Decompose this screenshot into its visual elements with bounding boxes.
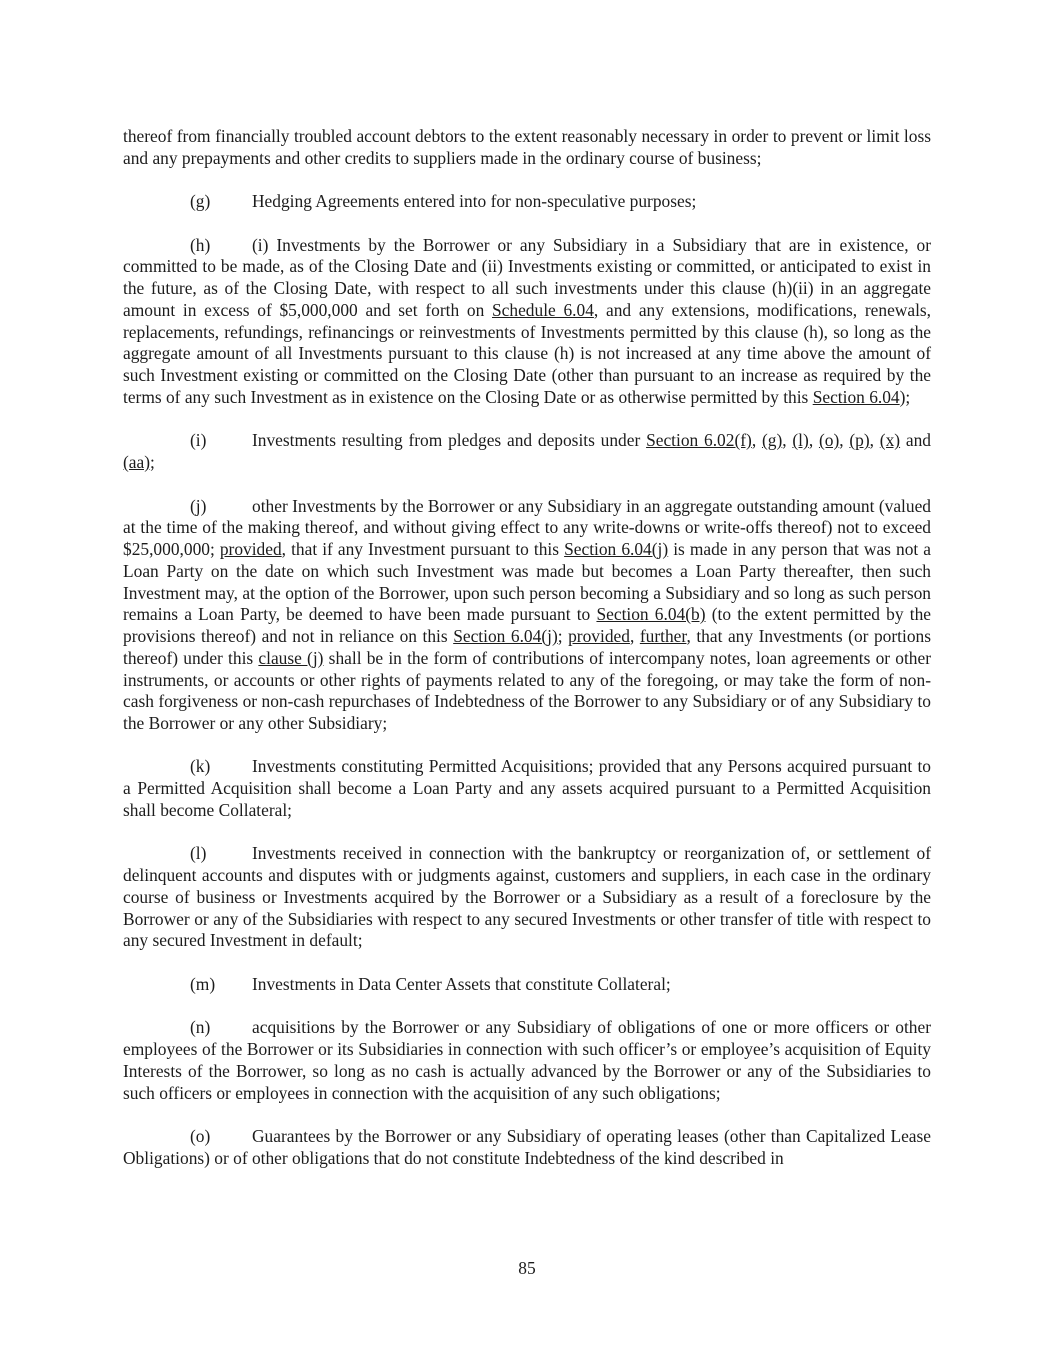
clause-label: (m): [190, 973, 216, 994]
text-run: Investments received in connection with the bankruptcy or reorganization of, or settlement of delinquent accounts and disputes with or judgments against, customers and suppliers, in each case in the ordinary course of business or Investments acquired by the Borrower or a Subsidiary as a result of a foreclosure by the Borrower or any of the Subsidiaries with respect to any secured Investments or other transfer of title with respect to any secured Investment in default;: [123, 843, 931, 951]
text-run: acquisitions by the Borrower or any Subsidiary of obligations of one or more officers or other employees of the Borrower or its Subsidiaries in connection with such officer’s or employee’s acquisition of Equity Interests of the Borrower, so long as no cash is actually advanced by the Borrower or any of the Subsidiaries to such officers or employees in connection with the acquisition of any such obligations;: [123, 1017, 931, 1103]
section-reference: Section 6.04: [812, 386, 900, 407]
text-run: (i) Investments by the Borrower or any Subsidiary in a Subsidiary that are in existence, or committed to be made, as of the Closing Date and (ii) Investments existing or committed, or anticipated to exist in the future, as of the Closing Date, with respect to all such investments under this clause (h)(ii) in an aggregate amount in excess of $5,000,000 and set forth on: [123, 234, 931, 320]
section-reference: Section 6.02(f): [646, 430, 752, 451]
clause-label: (o): [190, 1125, 211, 1146]
clause-label: (i): [190, 430, 207, 451]
section-reference: (l): [792, 430, 809, 451]
clause-label: (g): [190, 191, 211, 212]
text-run: ,: [751, 430, 762, 451]
text-run: Guarantees by the Borrower or any Subsidiary of operating leases (other than Capitalized Lease Obligations) or of other obligations that do not constitute Indebtedness of the kind described in: [123, 1125, 931, 1168]
clause-label: (j): [190, 495, 207, 516]
page-number: 85: [518, 1258, 536, 1278]
text-run: ,: [869, 430, 880, 451]
text-run: Hedging Agreements entered into for non-speculative purposes;: [252, 191, 697, 212]
paragraph: [123, 126, 931, 170]
document-body: [123, 126, 931, 1191]
section-reference: provided: [568, 626, 630, 646]
clause-label: (n): [190, 1017, 211, 1038]
paragraph: [123, 430, 931, 474]
text-run: Investments resulting from pledges and deposits under: [252, 430, 647, 451]
section-reference: further: [639, 626, 687, 646]
section-reference: (o): [818, 430, 840, 451]
text-run: and: [900, 430, 931, 451]
section-reference: (g): [761, 430, 783, 451]
text-run: Investments in Data Center Assets that constitute Collateral;: [252, 973, 671, 994]
clause-label: (l): [190, 843, 207, 864]
text-run: , and any extensions, modifications, renewals, replacements, refundings, refinancings or reinvestments of Investments permitted by this clause (h), so long as the aggregate amount of all Investments pursuant to this clause (h) is not increased at any time above the amount of such Investment existing or committed on the Closing Date (other than pursuant to an increase as required by the terms of any such Investment as in existence on the Closing Date or as otherwise permitted by this: [123, 299, 932, 407]
text-run: ,: [629, 626, 640, 646]
section-reference: Schedule 6.04: [492, 299, 594, 320]
clause-label: (k): [190, 756, 211, 777]
text-run: thereof from financially troubled account debtors to the extent reasonably necessary in order to prevent or limit loss and any prepayments and other credits to suppliers made in the ordinary course of business;: [123, 126, 931, 168]
text-run: other Investments by the Borrower or any Subsidiary in an aggregate outstanding amount (valued at the time of the making thereof, and without giving effect to any write-downs or write-offs thereof) not to exceed $25,000,000;: [123, 495, 931, 559]
section-reference: Section 6.04(b): [596, 604, 706, 625]
text-run: , that if any Investment pursuant to this: [281, 539, 565, 559]
section-reference: (aa): [123, 452, 151, 473]
text-run: Investments constituting Permitted Acquisitions; provided that any Persons acquired pursuant to a Permitted Acquisition shall become a Loan Party and any assets acquired pursuant to a Permitted Acquisition shall become Collateral;: [123, 756, 931, 820]
paragraph: [123, 843, 931, 952]
section-reference: (x): [879, 430, 901, 451]
paragraph: [123, 235, 931, 409]
paragraph: [123, 756, 931, 821]
text-run: is made in any person that was not a Loan Party on the date on which such Investment was made but becomes a Loan Party thereafter, then such Investment may, at the option of the Borrower, upon such person becoming a Subsidiary and so long as such person remains a Loan Party, be deemed to have been made pursuant to: [123, 539, 931, 625]
text-run: ;: [150, 452, 155, 473]
section-reference: provided: [219, 539, 282, 559]
text-run: ,: [782, 430, 793, 451]
section-reference: Section 6.04(j): [453, 626, 558, 646]
paragraph: [123, 974, 931, 996]
paragraph: [123, 496, 931, 735]
paragraph: [123, 1017, 931, 1104]
text-run: ,: [808, 430, 819, 451]
section-reference: clause (j): [258, 647, 324, 668]
section-reference: Section 6.04(j): [564, 539, 669, 559]
text-run: ;: [557, 626, 569, 646]
paragraph: [123, 1126, 931, 1170]
text-run: (to the extent permitted by the provisions thereof) and not in reliance on this: [123, 604, 931, 646]
section-reference: (p): [849, 430, 870, 451]
text-run: ,: [839, 430, 850, 451]
text-run: shall be in the form of contributions of intercompany notes, loan agreements or other instruments, or accounts or other rights of payments related to any of the foregoing, or may take the form of non-cash forgiveness or non-cash repurchases of Indebtedness of the Borrower to any Subsidiary or of any Subsidiary to the Borrower or any other Subsidiary;: [123, 647, 931, 733]
clause-label: (h): [190, 234, 211, 255]
paragraph: [123, 191, 931, 213]
text-run: );: [899, 386, 911, 407]
text-run: , that any Investments (or portions thereof) under this: [123, 626, 931, 668]
